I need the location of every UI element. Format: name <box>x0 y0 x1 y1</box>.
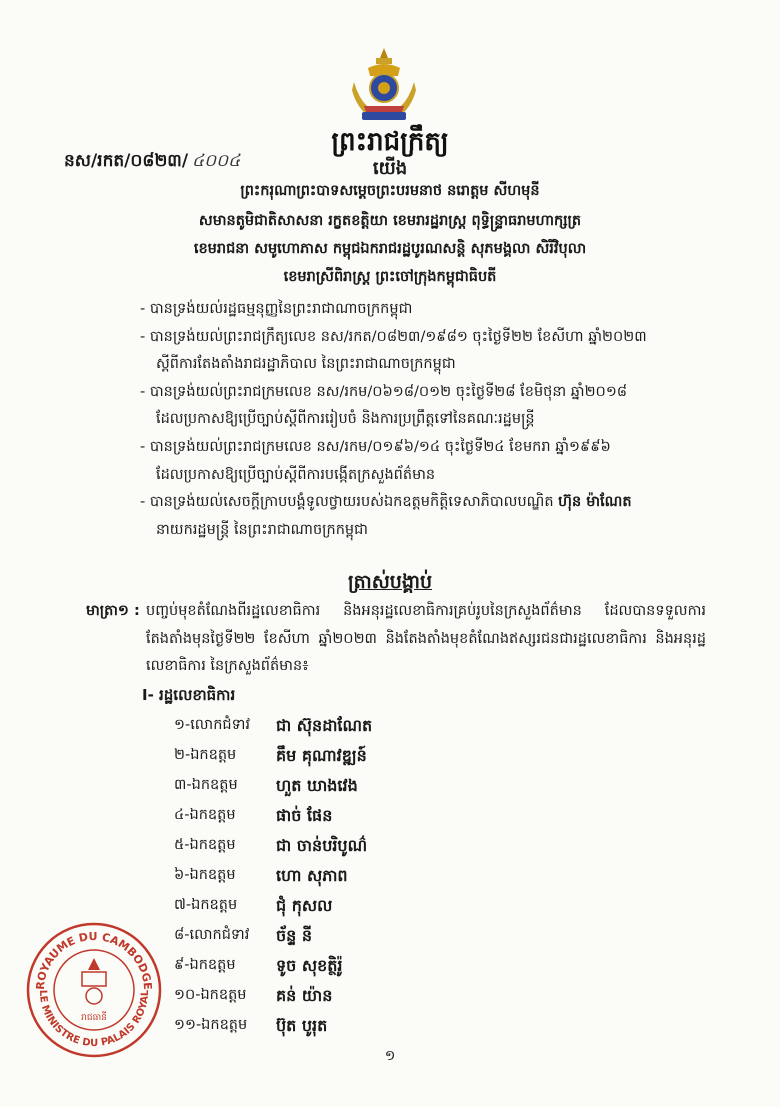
appointee-name: ជា ចាន់បរិបូណ៌ <box>276 836 368 855</box>
appointee-prefix: ៧-ឯកឧត្តម <box>174 897 238 913</box>
appointee-prefix: ២-ឯកឧត្តម <box>174 747 237 763</box>
royal-palace-seal-icon <box>24 920 164 1060</box>
recital-item <box>140 379 710 434</box>
page-title: ព្រះរាជក្រឹត្យ <box>331 127 449 157</box>
recital-item <box>140 434 710 489</box>
recital-text: - បានទ្រង់យល់ព្រះរាជក្រមលេខ នស/រកម/០៦១៨/០១២ ចុះថ្ងៃទី២៨ ខែមិថុនា ឆ្នាំ២០១៨ <box>140 383 628 400</box>
appointee-name: គឹម គុណាវឌ្ឍន៍ <box>276 746 367 765</box>
recital-continuation: ដែលប្រកាសឱ្យប្រើច្បាប់ស្តីពីការរៀបចំ និងការប្រព្រឹត្តទៅនៃគណៈរដ្ឋមន្ត្រី <box>156 411 535 428</box>
we-heading: យើង <box>372 158 408 179</box>
ref-handwritten-date: ៤០០៤ <box>192 151 241 171</box>
appointee-name: ជា ស៊ុនដាណែត <box>276 716 373 735</box>
recital-item <box>140 324 710 379</box>
appointee-name: គន់ យ៉ាន <box>276 986 333 1005</box>
appointee-prefix: ៦-ឯកឧត្តម <box>174 867 236 883</box>
recital-text: - បានទ្រង់យល់ព្រះរាជក្រឹត្យលេខ នស/រកត/០៨២៣/១៩៨១ ចុះថ្ងៃទី២២ ខែសីហា ឆ្នាំ២០២៣ <box>140 328 647 345</box>
appointee-prefix: ៤-ឯកឧត្តម <box>174 807 236 823</box>
recital-text: - បានទ្រង់យល់ព្រះរាជក្រមលេខ នស/រកម/០១៩៦/១៤ ចុះថ្ងៃទី២៤ ខែមករា ឆ្នាំ១៩៩៦ <box>140 438 611 455</box>
ref-number-text: នស/រកត/០៨២៣/ <box>64 151 189 171</box>
appointee-name: ជុំ កុសល <box>276 896 333 915</box>
recital-item <box>140 296 710 324</box>
seal-bottom-text: LE MINISTRE DU PALAIS ROYAL <box>36 989 152 1050</box>
appointee-prefix: ៨-លោកជំទាវ <box>174 927 250 943</box>
seal-center-text: រាជធានី <box>81 1013 107 1023</box>
appointee-prefix: ១០-ឯកឧត្តម <box>174 987 247 1003</box>
appointee-prefix: ៣-ឯកឧត្តម <box>174 777 238 793</box>
appointee-prefix: ១-លោកជំទាវ <box>174 717 251 733</box>
page-number: ១ <box>384 1048 396 1064</box>
king-title-line-2: សមានតូមិជាតិសាសនា រក្ខតខត្តិយា ខេមរារដ្ឋរាស្ត្រ ពុទ្ធិន្ទ្រាធរាមហាក្សត្រ <box>198 213 582 229</box>
recital-item <box>140 489 710 544</box>
recital-continuation: នាយករដ្ឋមន្ត្រី នៃព្រះរាជាណាចក្រកម្ពុជា <box>156 521 368 538</box>
recital-continuation: ដែលប្រកាសឱ្យប្រើច្បាប់ស្តីពីការបង្កើតក្រសួងព័ត៌មាន <box>156 466 436 483</box>
appointee-name: ច័ន្ទ នី <box>276 926 313 945</box>
recital-text: - បានទ្រង់យល់រដ្ឋធម្មនុញ្ញនៃព្រះរាជាណាចក្រកម្ពុជា <box>140 301 413 317</box>
king-title-line-1: ព្រះករុណាព្រះបាទសម្តេចព្រះបរមនាថ នរោត្តម សីហមុនី <box>240 183 540 199</box>
royal-crest-icon <box>346 46 422 124</box>
appointee-name: ផាច់ ផែន <box>276 806 333 825</box>
appointee-name: ប៊ុត បូរុត <box>276 1016 328 1035</box>
king-title-line-3: ខេមរាជនា សមូហោភាស កម្ពុជឯករាជរដ្ឋបូរណសន្តិ សុភមង្គលា សិរីវិបុលា <box>193 241 587 257</box>
appointee-name: ហោ សុភាព <box>276 866 348 885</box>
king-title-line-4: ខេមរាស្រីពិរាស្ត្រ ព្រះចៅក្រុងកម្ពុជាធិបតី <box>283 269 497 285</box>
appointee-prefix: ១១-ឯកឧត្តម <box>174 1017 248 1033</box>
recital-text: - បានទ្រង់យល់សេចក្តីក្រាបបង្គំទូលថ្វាយរបស់ឯកឧត្តមកិត្តិទេសាភិបាលបណ្ឌិត <box>140 494 554 511</box>
section-heading: I- រដ្ឋលេខាធិការ <box>142 686 236 704</box>
appointee-name: ហួត ឃាងវេង <box>276 776 358 795</box>
appointee-prefix: ៩-ឯកឧត្តម <box>174 957 236 973</box>
article-1 <box>86 598 706 681</box>
order-heading: ត្រាស់បង្គាប់ <box>347 571 433 593</box>
recitals-list <box>140 296 710 544</box>
recital-continuation: ស្តីពីការតែងតាំងរាជរដ្ឋាភិបាល នៃព្រះរាជាណាចក្រកម្ពុជា <box>156 356 456 373</box>
recital-bold-name: ហ៊ុន ម៉ាណែត <box>558 494 632 511</box>
article-text: បញ្ចប់មុខតំណែងពីរដ្ឋលេខាធិការ និងអនុរដ្ឋលេខាធិការគ្រប់រូបនៃក្រសួងព័ត៌មាន ដែលបានទទួលការតែងតាំងមុនថ្ងៃទី២២ ខែសីហា ឆ្នាំ២០២៣ និងតែងតាំងមុខតំណែងឥស្សរជនជារដ្ឋលេខាធិការ និងអនុរដ្ឋលេខាធិការ នៃក្រសួងព័ត៌មាន៖ <box>146 603 706 674</box>
appointee-name: ទូច សុខត្ថិរ៉ូ <box>276 956 343 975</box>
appointee-prefix: ៥-ឯកឧត្តម <box>174 837 236 853</box>
seal-top-text: ROYAUME DU CAMBODGE <box>33 929 155 991</box>
article-label: មាត្រា១ : <box>86 603 140 619</box>
